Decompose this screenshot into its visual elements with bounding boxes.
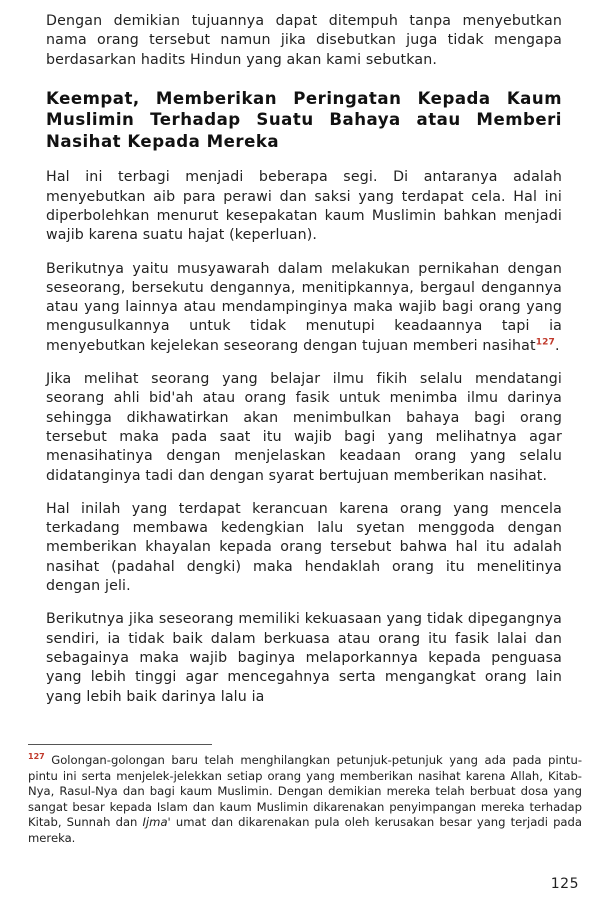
footnote-reference[interactable]: 127 [535, 337, 555, 348]
footnote-text-start: Golongan-golongan baru telah menghilangkan petunjuk-petunjuk yang ada pada pintu-pintu ini serta menjelek-jelekkan setiap orang yang memberikan nasihat karena Allah, Kitab-Nya, Rasul-Nya dan bagi kaum Muslimin. Dengan demikian mereka telah berbuat dosa yang sangat besar kepada Islam dan kaum Muslimin dikarenakan penyimpangan mereka terhadap Kitab, Sunnah dan [28, 753, 582, 830]
paragraph-musyawarah: Berikutnya yaitu musyawarah dalam melakukan pernikahan dengan seseorang, bersekutu dengannya, menitipkannya, bergaul dengannya atau yang lainnya atau mendampinginya maka wajib bagi orang yang mengusulkannya untuk tidak menutupi keadaannya tapi ia menyebutkan kejelekan seseorang dengan tujuan memberi nasihat$^{127}$. [46, 260, 562, 354]
page-number: 125 [550, 876, 579, 892]
paragraph-kekuasaan: Berikutnya jika seseorang memiliki kekuasaan yang tidak dipegangnya sendiri, ia tidak baik dalam berkuasa atau orang itu fasik lalai dan sebagainya maka wajib baginya melaporkannya kepada penguasa yang lebih tinggi agar mencegahnya serta mengangkat orang lain yang lebih baik darinya lalu ia [46, 611, 562, 705]
page-content [46, 12, 562, 721]
section-heading: Keempat, Memberikan Peringatan Kepada Kaum Muslimin Terhadap Suatu Bahaya atau Memberi Nasihat Kepada Mereka [46, 88, 562, 151]
paragraph-kerancuan: Hal inilah yang terdapat kerancuan karena orang yang mencela terkadang membawa kedengkian lalu syetan menggoda dengan memberikan khayalan kepada orang tersebut bahwa hal itu adalah nasihat (padahal dengki) maka hendaklah orang itu menelitinya dengan jeli. [46, 500, 562, 595]
footnote [28, 753, 582, 847]
paragraph-musyawarah-text: Berikutnya yaitu musyawarah dalam melakukan pernikahan dengan seseorang, bersekutu dengannya, menitipkannya, bergaul dengannya atau yang lainnya atau mendampinginya maka wajib bagi orang yang mengusulkannya untuk tidak menutupi keadaannya tapi ia menyebutkan kejelekan seseorang dengan tujuan memberi nasihat [46, 260, 562, 354]
footnote-marker: 127 [28, 752, 45, 762]
footnote-divider [28, 744, 212, 745]
footnote-italic-term: Ijma' [142, 815, 171, 830]
paragraph-segments: Hal ini terbagi menjadi beberapa segi. Di antaranya adalah menyebutkan aib para perawi dan saksi yang terdapat cela. Hal ini diperbolehkan menurut kesepakatan kaum Muslimin bahkan menjadi wajib karena suatu hajat (keperluan). [46, 169, 562, 244]
paragraph-fikih: Jika melihat seorang yang belajar ilmu fikih selalu mendatangi seorang ahli bid'ah atau orang fasik untuk menimba ilmu darinya sehingga dikhawatirkan akan menimbulkan bahaya bagi orang tersebut maka pada saat itu wajib bagi yang melihatnya agar menasihatinya dengan menjelaskan keadaan orang yang selalu didatanginya tadi dan dengan syarat bertujuan memberikan nasihat. [46, 371, 562, 484]
intro-paragraph: Dengan demikian tujuannya dapat ditempuh tanpa menyebutkan nama orang tersebut namun jika disebutkan juga tidak mengapa berdasarkan hadits Hindun yang akan kami sebutkan. [46, 13, 562, 68]
footnote-text-end: umat dan dikarenakan pula oleh kerusakan besar yang terjadi pada mereka. [28, 815, 582, 845]
